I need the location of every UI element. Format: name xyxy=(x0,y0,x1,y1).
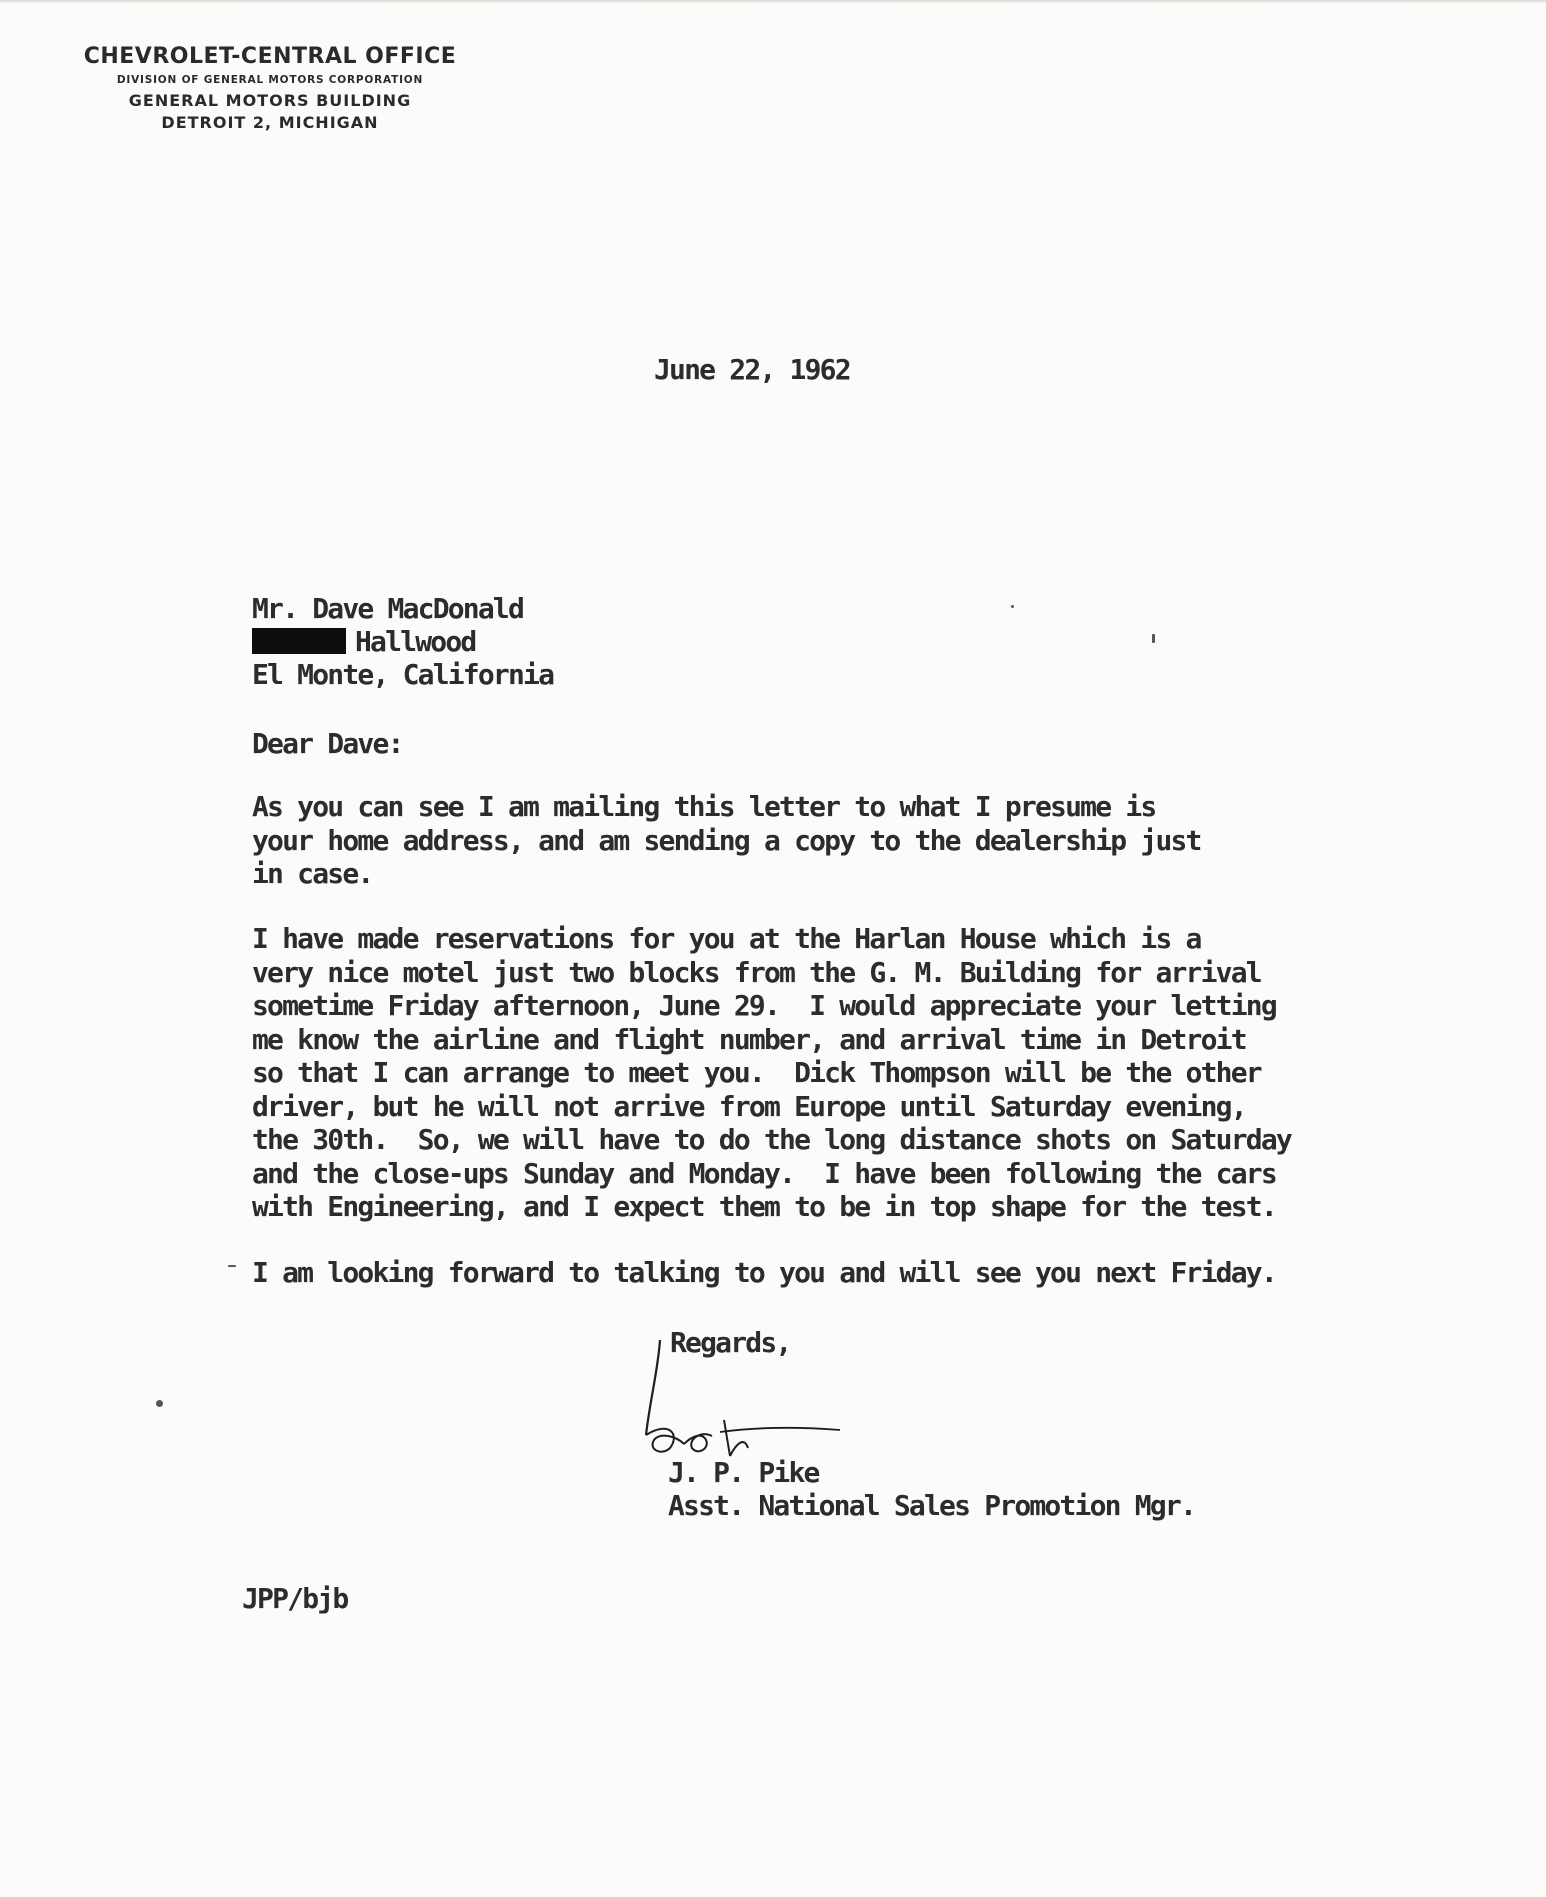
paper-speck xyxy=(1152,634,1155,643)
letterhead xyxy=(50,44,490,134)
recipient-name: Mr. Dave MacDonald xyxy=(252,592,524,625)
body-line: in case. xyxy=(252,857,373,890)
body-line: your home address, and am sending a copy to the dealership just xyxy=(252,823,1201,857)
recipient-city: El Monte, California xyxy=(252,658,554,691)
paper-speck xyxy=(156,1400,163,1407)
salutation: Dear Dave: xyxy=(252,727,403,760)
page-top-edge xyxy=(0,0,1546,3)
letterhead-company: CHEVROLET-CENTRAL OFFICE xyxy=(83,44,457,69)
closing: Regards, xyxy=(670,1326,791,1359)
reference-initials: JPP/bjb xyxy=(242,1582,348,1615)
body-line: As you can see I am mailing this letter to what I presume is xyxy=(252,790,1156,823)
body-line: so that I can arrange to meet you. Dick Thompson will be the other xyxy=(252,1056,1261,1089)
signer-title: Asst. National Sales Promotion Mgr. xyxy=(668,1489,1196,1522)
body-line: I have made reservations for you at the Harlan House which is a xyxy=(252,922,1201,955)
body-line: the 30th. So, we will have to do the long distance shots on Saturday xyxy=(252,1123,1291,1156)
body-paragraph-1 xyxy=(252,790,1201,891)
body-paragraph-2 xyxy=(252,922,1291,1224)
letterhead-division: DIVISION OF GENERAL MOTORS CORPORATION xyxy=(116,74,424,86)
paper-speck xyxy=(1011,605,1014,608)
body-paragraph-3 xyxy=(252,1256,1276,1290)
handwritten-signature xyxy=(640,1340,860,1460)
body-line: me know the airline and flight number, and arrival time in Detroit xyxy=(252,1022,1246,1056)
body-line: very nice motel just two blocks from the G. M. Building for arrival xyxy=(252,955,1261,989)
letterhead-city: DETROIT 2, MICHIGAN xyxy=(161,113,379,132)
body-line: driver, but he will not arrive from Europe until Saturday evening, xyxy=(252,1089,1246,1123)
signer-name: J. P. Pike xyxy=(668,1456,819,1489)
body-line: and the close-ups Sunday and Monday. I have been following the cars xyxy=(252,1156,1276,1190)
paper-speck xyxy=(228,1265,236,1267)
letter-date: June 22, 1962 xyxy=(654,353,850,386)
redacted-street-number xyxy=(252,628,346,654)
recipient-street: Hallwood xyxy=(355,625,476,658)
body-line: with Engineering, and I expect them to be in top shape for the test. xyxy=(252,1190,1276,1223)
letterhead-building: GENERAL MOTORS BUILDING xyxy=(128,91,412,110)
body-line: I am looking forward to talking to you and will see you next Friday. xyxy=(252,1256,1276,1289)
body-line: sometime Friday afternoon, June 29. I would appreciate your letting xyxy=(252,989,1276,1022)
